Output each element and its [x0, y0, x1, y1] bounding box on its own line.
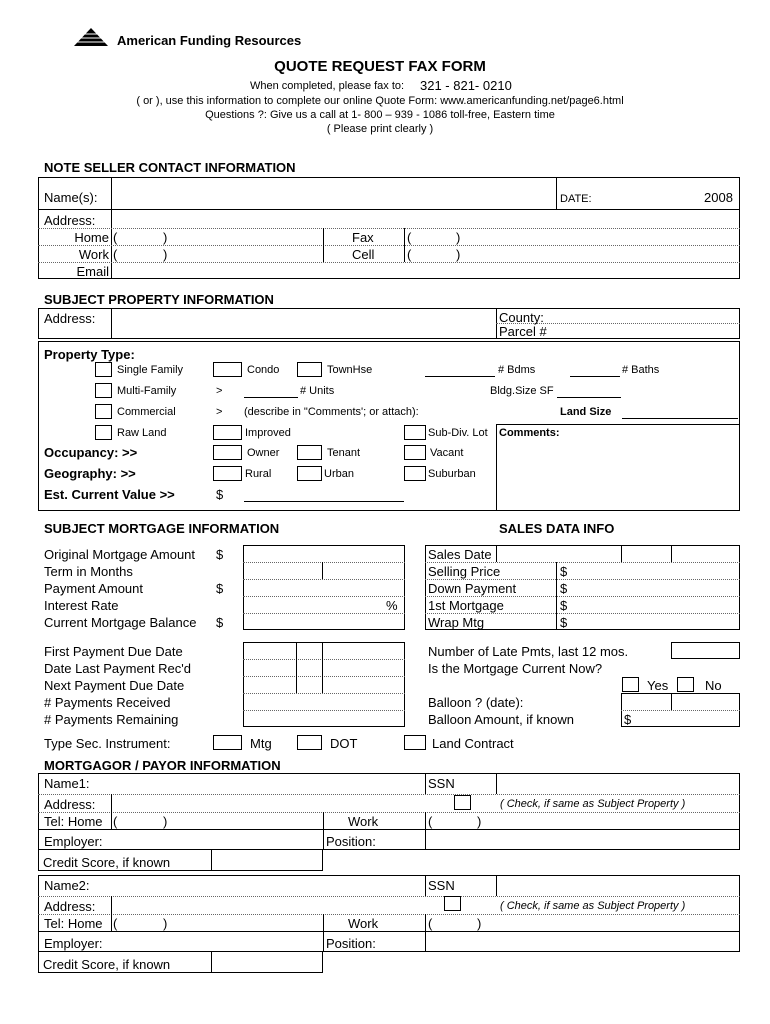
rural-checkbox[interactable] [213, 466, 242, 481]
print-clearly-line: ( Please print clearly ) [326, 123, 434, 135]
payor2-same-note: ( Check, if same as Subject Property ) [500, 900, 686, 912]
balloon-amount-dollar[interactable]: $ [624, 712, 632, 727]
names-field[interactable] [114, 180, 554, 207]
last-recd-label: Date Last Payment Rec'd [44, 661, 191, 676]
payor1-home-close: ) [163, 814, 168, 829]
units-label: # Units [300, 385, 335, 397]
improved-checkbox[interactable] [213, 425, 242, 440]
multi-family-checkbox[interactable] [95, 383, 112, 398]
first-mortgage-dollar[interactable]: $ [560, 598, 568, 613]
bdms-field[interactable] [425, 376, 495, 377]
raw-land-checkbox[interactable] [95, 425, 112, 440]
urban-label: Urban [324, 468, 354, 480]
payment-amount-label: Payment Amount [44, 581, 143, 596]
tenant-checkbox[interactable] [297, 445, 322, 460]
balance-dollar: $ [216, 615, 224, 630]
online-form-line: ( or ), use this information to complete our online Quote Form: www.americanfunding.net/page6.html [136, 95, 624, 107]
bldg-size-label: Bldg.Size SF [490, 385, 554, 397]
raw-land-label: Raw Land [117, 427, 167, 439]
late-pmts-label: Number of Late Pmts, last 12 mos. [428, 644, 629, 659]
home-phone-field[interactable] [112, 229, 322, 245]
suburban-label: Suburban [428, 468, 476, 480]
payor2-same-checkbox[interactable] [444, 896, 461, 911]
next-due-label: Next Payment Due Date [44, 678, 185, 693]
term-field[interactable] [244, 563, 322, 579]
payor2-ssn-label: SSN [428, 878, 455, 893]
email-field[interactable] [112, 263, 739, 278]
condo-label: Condo [247, 364, 280, 376]
land-size-field[interactable] [622, 418, 738, 419]
payor1-tel-home-label: Tel: Home [44, 814, 103, 829]
commercial-label: Commercial [117, 406, 176, 418]
subdiv-lot-checkbox[interactable] [404, 425, 426, 440]
multi-family-label: Multi-Family [117, 385, 177, 397]
payor1-credit-label: Credit Score, if known [43, 855, 171, 870]
describe-note: (describe in "Comments'; or attach): [244, 406, 419, 418]
est-value-field[interactable] [244, 501, 404, 502]
cell-open: ( [407, 247, 412, 262]
work-phone-field[interactable] [112, 246, 322, 262]
original-amount-label: Original Mortgage Amount [44, 547, 196, 562]
payor1-work-phone-field[interactable] [426, 813, 739, 829]
late-pmts-field[interactable] [671, 642, 740, 659]
email-label: Email [76, 264, 109, 279]
current-no-checkbox[interactable] [677, 677, 694, 692]
commercial-arrow: > [216, 406, 223, 418]
sales-date-field[interactable] [497, 546, 739, 562]
payment-dollar: $ [216, 581, 224, 596]
suburban-checkbox[interactable] [404, 466, 426, 481]
land-contract-checkbox[interactable] [404, 735, 426, 750]
owner-label: Owner [247, 447, 280, 459]
first-mortgage-label: 1st Mortgage [428, 598, 504, 613]
type-sec-label: Type Sec. Instrument: [44, 736, 171, 751]
payor2-employer-label: Employer: [44, 936, 103, 951]
payor2-position-field[interactable] [426, 932, 739, 951]
payor1-ssn-label: SSN [428, 776, 455, 791]
property-address-field[interactable] [113, 310, 495, 338]
names-label: Name(s): [44, 190, 98, 205]
payor2-home-phone-field[interactable] [112, 915, 322, 931]
payor2-employer-field[interactable] [112, 932, 322, 951]
payor1-address-field[interactable] [112, 795, 450, 812]
seller-section-heading: NOTE SELLER CONTACT INFORMATION [44, 160, 296, 175]
last-recd-field[interactable] [244, 660, 404, 676]
payor1-position-field[interactable] [426, 830, 739, 849]
down-payment-label: Down Payment [428, 581, 517, 596]
first-due-label: First Payment Due Date [44, 644, 183, 659]
original-amount-field[interactable] [244, 546, 404, 562]
payments-remaining-label: # Payments Remaining [44, 712, 179, 727]
payor2-tel-home-label: Tel: Home [44, 916, 103, 931]
balance-label: Current Mortgage Balance [44, 615, 197, 630]
baths-label: # Baths [622, 364, 660, 376]
form-title: QUOTE REQUEST FAX FORM [274, 58, 486, 75]
townhse-checkbox[interactable] [297, 362, 322, 377]
work-phone-open: ( [113, 247, 118, 262]
comments-field[interactable] [498, 440, 738, 509]
cell-field[interactable] [405, 246, 739, 262]
payor2-position-label: Position: [326, 936, 376, 951]
commercial-checkbox[interactable] [95, 404, 112, 419]
property-type-label: Property Type: [44, 347, 135, 362]
mortgage-section-heading: SUBJECT MORTGAGE INFORMATION [44, 521, 280, 536]
payor2-name-label: Name2: [44, 878, 90, 893]
land-contract-label: Land Contract [432, 736, 514, 751]
payments-remaining-field[interactable] [244, 711, 404, 726]
fax-label: Fax [352, 230, 374, 245]
property-section-heading: SUBJECT PROPERTY INFORMATION [44, 292, 274, 307]
work-label: Work [78, 247, 109, 262]
payor1-employer-field[interactable] [112, 830, 322, 849]
company-logo-icon [74, 28, 108, 48]
payor1-address-label: Address: [44, 797, 96, 812]
owner-checkbox[interactable] [213, 445, 242, 460]
est-value-dollar: $ [216, 487, 224, 502]
fax-open: ( [407, 230, 412, 245]
company-name: American Funding Resources [117, 33, 302, 48]
payments-received-field[interactable] [244, 694, 404, 710]
rural-label: Rural [245, 468, 272, 480]
geography-label: Geography: >> [44, 466, 136, 481]
subdiv-lot-label: Sub-Div. Lot [428, 427, 488, 439]
payor2-ssn-field[interactable] [497, 876, 739, 896]
interest-rate-field[interactable] [244, 597, 384, 613]
payor1-position-label: Position: [326, 834, 376, 849]
original-dollar: $ [216, 547, 224, 562]
units-field[interactable] [244, 397, 298, 398]
seller-address-label: Address: [44, 213, 96, 228]
payor2-credit-field[interactable] [211, 951, 323, 973]
payor2-address-field[interactable] [112, 897, 442, 914]
balance-field[interactable] [244, 614, 404, 629]
cell-close: ) [456, 247, 461, 262]
county-label: County: [499, 310, 544, 325]
multi-arrow: > [216, 385, 223, 397]
payor-section-heading: MORTGAGOR / PAYOR INFORMATION [44, 758, 281, 773]
first-due-field[interactable] [244, 643, 404, 659]
fax-number: 321 - 821- 0210 [420, 78, 512, 93]
is-current-label: Is the Mortgage Current Now? [428, 661, 603, 676]
townhse-label: TownHse [327, 364, 373, 376]
payor2-credit-label: Credit Score, if known [43, 957, 171, 972]
payor2-work-close: ) [477, 916, 482, 931]
date-label: DATE: [560, 193, 592, 205]
bldg-size-field[interactable] [557, 397, 621, 398]
payor1-work-close: ) [477, 814, 482, 829]
payor1-home-phone-field[interactable] [112, 813, 322, 829]
term-label: Term in Months [44, 564, 133, 579]
payment-amount-field[interactable] [244, 580, 404, 596]
balloon-date-label: Balloon ? (date): [428, 695, 524, 710]
payor1-employer-label: Employer: [44, 834, 103, 849]
seller-address-field[interactable] [114, 211, 738, 227]
payor2-work-phone-field[interactable] [426, 915, 739, 931]
fax-prefix: When completed, please fax to: [250, 80, 405, 92]
vacant-checkbox[interactable] [404, 445, 426, 460]
improved-label: Improved [245, 427, 291, 439]
cell-label: Cell [352, 247, 375, 262]
est-value-label: Est. Current Value >> [44, 487, 175, 502]
payor2-home-close: ) [163, 916, 168, 931]
sales-section-heading: SALES DATA INFO [499, 521, 615, 536]
home-label: Home [74, 230, 109, 245]
urban-checkbox[interactable] [297, 466, 322, 481]
yes-label: Yes [647, 678, 669, 693]
work-phone-close: ) [163, 247, 168, 262]
vacant-label: Vacant [430, 447, 464, 459]
wrap-mtg-dollar[interactable]: $ [560, 615, 568, 630]
payor1-credit-field[interactable] [211, 849, 323, 871]
mtg-checkbox[interactable] [213, 735, 242, 750]
payor1-name-label: Name1: [44, 776, 90, 791]
payor2-name-field[interactable] [112, 876, 424, 896]
payor1-name-field[interactable] [112, 774, 424, 794]
bdms-label: # Bdms [498, 364, 536, 376]
occupancy-label: Occupancy: >> [44, 445, 138, 460]
payor2-work-label: Work [348, 916, 379, 931]
mtg-label: Mtg [250, 736, 272, 751]
payor2-work-open: ( [428, 916, 433, 931]
tenant-label: Tenant [327, 447, 361, 459]
current-yes-checkbox[interactable] [622, 677, 639, 692]
payor1-same-note: ( Check, if same as Subject Property ) [500, 798, 686, 810]
single-family-checkbox[interactable] [95, 362, 112, 377]
dot-checkbox[interactable] [297, 735, 322, 750]
payor1-work-label: Work [348, 814, 379, 829]
payor1-same-checkbox[interactable] [454, 795, 471, 810]
no-label: No [705, 678, 722, 693]
payments-received-label: # Payments Received [44, 695, 171, 710]
fax-field[interactable] [405, 229, 739, 245]
condo-checkbox[interactable] [213, 362, 242, 377]
property-address-label: Address: [44, 311, 96, 326]
interest-rate-label: Interest Rate [44, 598, 119, 613]
dot-label: DOT [330, 736, 358, 751]
payor1-home-open: ( [113, 814, 118, 829]
payor1-work-open: ( [428, 814, 433, 829]
payor1-ssn-field[interactable] [497, 774, 739, 794]
land-size-label: Land Size [560, 406, 612, 418]
questions-line: Questions ?: Give us a call at 1- 800 – 939 - 1086 toll-free, Eastern time [205, 109, 555, 121]
balloon-date-field[interactable] [622, 694, 739, 710]
home-phone-close: ) [163, 230, 168, 245]
fax-close: ) [456, 230, 461, 245]
selling-price-label: Selling Price [428, 564, 501, 579]
percent-sign: % [386, 598, 398, 613]
next-due-field[interactable] [244, 677, 404, 693]
date-year[interactable]: 2008 [704, 190, 733, 205]
wrap-mtg-label: Wrap Mtg [428, 615, 485, 630]
comments-label: Comments: [499, 427, 560, 439]
payor2-address-label: Address: [44, 899, 96, 914]
sales-date-label: Sales Date [428, 547, 492, 562]
single-family-label: Single Family [117, 364, 184, 376]
home-phone-open: ( [113, 230, 118, 245]
selling-price-dollar[interactable]: $ [560, 564, 568, 579]
payor2-home-open: ( [113, 916, 118, 931]
balloon-amount-label: Balloon Amount, if known [428, 712, 574, 727]
down-payment-dollar[interactable]: $ [560, 581, 568, 596]
baths-field[interactable] [570, 376, 620, 377]
parcel-label: Parcel # [499, 324, 547, 339]
